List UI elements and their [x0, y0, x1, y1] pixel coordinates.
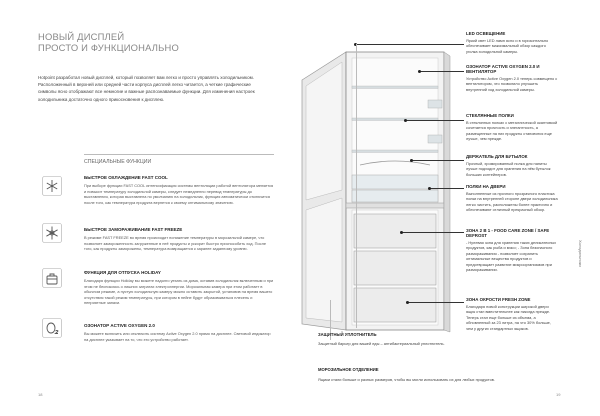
- entry-title: МОРОЗИЛЬНОЕ ОТДЕЛЕНИЕ: [318, 367, 379, 372]
- feature-text: В режиме FAST FREEZE во время происходит понижение температуры в морозильной камере, что позволяет замороженность загруженные в неё продукты и ускорит быстро приспособить ход. После того, как продукты заморожены, температура возвращается к заранее заданному уровню.: [84, 235, 267, 252]
- feature-title: БЫСТРОЕ ОХЛАЖДЕНИЕ FAST COOL: [84, 175, 168, 180]
- leader-line: [430, 188, 464, 189]
- feature-text: При выборе функции FAST COOL интенсификация системы вентиляции работой вентилятора меняется и повысит температуру холодильной камеры, следует немедленно перевод температуры до выставления, которая выставлена по умолчанию на холодильник, функция автоматически отключится после того, как температура продукта вернется к своему оптимальному значению.: [84, 183, 274, 205]
- feature-text: Благодаря функции Holiday вы можете надолго уехать из дома, оставив холодильник включенным и при этом не беспокоясь о лишних затратах электроэнергии. Морозильная камера при этом работает в обычном режиме, а пустую холодильную камеру можно оставить закрытой, установив на время вашего отсутствия такой режим температуры, при котором в нейне будут образовываться плесень и неприятные запахи.: [84, 278, 274, 306]
- feature-title: ФУНКЦИЯ ДЛЯ ОТПУСКА HOLIDAY: [84, 270, 161, 275]
- entry-title: ЗАЩИТНЫЙ УПЛОТНИТЕЛЬ: [318, 332, 377, 337]
- feature-fast-cool: [84, 175, 274, 205]
- leader-dot: [404, 119, 407, 122]
- feature-holiday: [84, 270, 274, 306]
- right-entry-door-shelves: [466, 184, 562, 213]
- feature-active-oxygen: [84, 323, 274, 342]
- leader-line: [412, 160, 464, 161]
- bottom-entry-seal: [318, 332, 458, 346]
- right-entry-fresh-zone: [466, 297, 562, 331]
- entry-text: Устройство Active Oxygen 2.0 теперь совмещено с вентилятором, что позволило улучшить внутренний ход холодильной камеры.: [466, 76, 558, 92]
- right-entry-food-care-zone: [466, 228, 562, 272]
- suitcase-holiday-icon: [42, 268, 62, 288]
- leader-line: [356, 44, 464, 45]
- leader-line: [406, 120, 464, 121]
- entry-text: Выполненные из прочного прозрачного пластика полки на внутренней стороне двери холодильника легко чистить, расположены более практично и обеспечивают отличный прекрасный обзор.: [466, 191, 558, 213]
- feature-title: БЫСТРОЕ ЗАМОРАЖИВАНИЕ FAST FREEZE: [84, 227, 183, 232]
- leader-dot: [400, 231, 403, 234]
- right-entry-bottle-holder: [466, 154, 562, 177]
- right-entry-glass-shelves: [466, 113, 562, 142]
- leader-line: [420, 71, 464, 72]
- entry-text: - Нулевая зона для хранения таких деликатесных продуктов, как рыба и мясо; - Зона безопасного размораживания - позволяет сохранить оптимальные вещества продуктов и предотвращает развитие микроорганизмов при размораживании.: [466, 240, 557, 273]
- vertical-leader: [356, 44, 357, 328]
- oxygen-o2-icon: [42, 318, 62, 338]
- leader-dot: [406, 301, 409, 304]
- leader-dot: [418, 70, 421, 73]
- leader-dot: [410, 159, 413, 162]
- page-title: [38, 31, 179, 53]
- leader-line: [402, 232, 464, 233]
- feature-fast-freeze: [84, 227, 274, 252]
- special-divider: [84, 154, 274, 155]
- right-entry-led: [466, 31, 562, 54]
- entry-title: ЗОНА ОКРОСТИ FRESH ZONE: [466, 297, 531, 302]
- side-tab-label: Холодильники: [578, 240, 583, 267]
- right-entry-oxygen: [466, 64, 562, 92]
- bottom-entry-freezer: [318, 367, 558, 382]
- feature-title: ОЗОНАТОР ACTIVE OXYGEN 2.0: [84, 323, 155, 328]
- entry-title: ЗОНА 2 В 1 - FOOD CARE ZONE / SAFE DEFROST: [466, 228, 550, 238]
- intro-paragraph: Hotpoint разработал новый дисплей, который позволяет вам легко и просто управлять холодильником. Расположенный в верхней или средней части корпуса дисплей легко читается, а четкие графические символы ясно отображают все немногие и важные распознаваемые функции. Для изменения настроек холодильника достаточно одного прикосновения к дисплею.: [38, 75, 255, 102]
- entry-title: СТЕКЛЯННЫЕ ПОЛКИ: [466, 113, 514, 118]
- leader-dot: [428, 187, 431, 190]
- entry-text: Благодаря новой конструкции широкой двери ящик стал вместительнее как никогда прежде. Теперь стал еще больше из объема, а обновленный за 23 литра, на что 30% больше, чем у других стандартных ящиков.: [466, 304, 551, 331]
- entry-title: ДЕРЖАТЕЛЬ ДЛЯ БУТЫЛОК: [466, 154, 528, 159]
- feature-text: Вы можете включить или отключить систему Active Oxygen 2.0 прямо на дисплее. Световой индикатор на дисплее указывает на то, что это устройство работает.: [84, 331, 271, 342]
- entry-text: Ящики стали больше и разных размеров, чтобы вы могли использовать их для любых продуктов.: [318, 377, 495, 382]
- special-functions-heading: СПЕЦИАЛЬНЫЕ ФУНКЦИИ: [84, 159, 152, 165]
- entry-title: ПОЛКИ НА ДВЕРИ: [466, 184, 506, 189]
- page-number-left: 18: [38, 392, 43, 397]
- entry-title: LED ОСВЕЩЕНИЕ: [466, 31, 506, 36]
- title-line-1: НОВЫЙ ДИСПЛЕЙ: [38, 31, 125, 42]
- entry-text: Прочный, хромированный полка для напиты лучше подходит для хранения на нём бутылок больших контейнеров.: [466, 161, 551, 177]
- entry-text: В стеклянных полках с металлической окантовкой сочетается прочность и элегантность, а размещенные на них продукты становятся еще лучше, чем прежде.: [466, 120, 558, 142]
- title-line-2: ПРОСТО И ФУНКЦИОНАЛЬНО: [38, 42, 179, 53]
- entry-text: Яркий свет LED ламп ясно и в горизонтально обеспечивает максимальный обзор каждого уголка холодильной камеры.: [466, 38, 549, 54]
- snowflake-fast-freeze-icon: [42, 223, 62, 243]
- page-number-right: 19: [556, 392, 561, 397]
- leader-line: [408, 302, 464, 303]
- snowflake-fast-cool-icon: [42, 176, 62, 196]
- entry-title: ОЗОНАТОР ACTIVE OXYGEN 2.0 И ВЕНТИЛЯТОР: [466, 64, 540, 74]
- entry-text: Защитный барьер для вашей еды – антибактериальный уплотнитель.: [318, 341, 445, 346]
